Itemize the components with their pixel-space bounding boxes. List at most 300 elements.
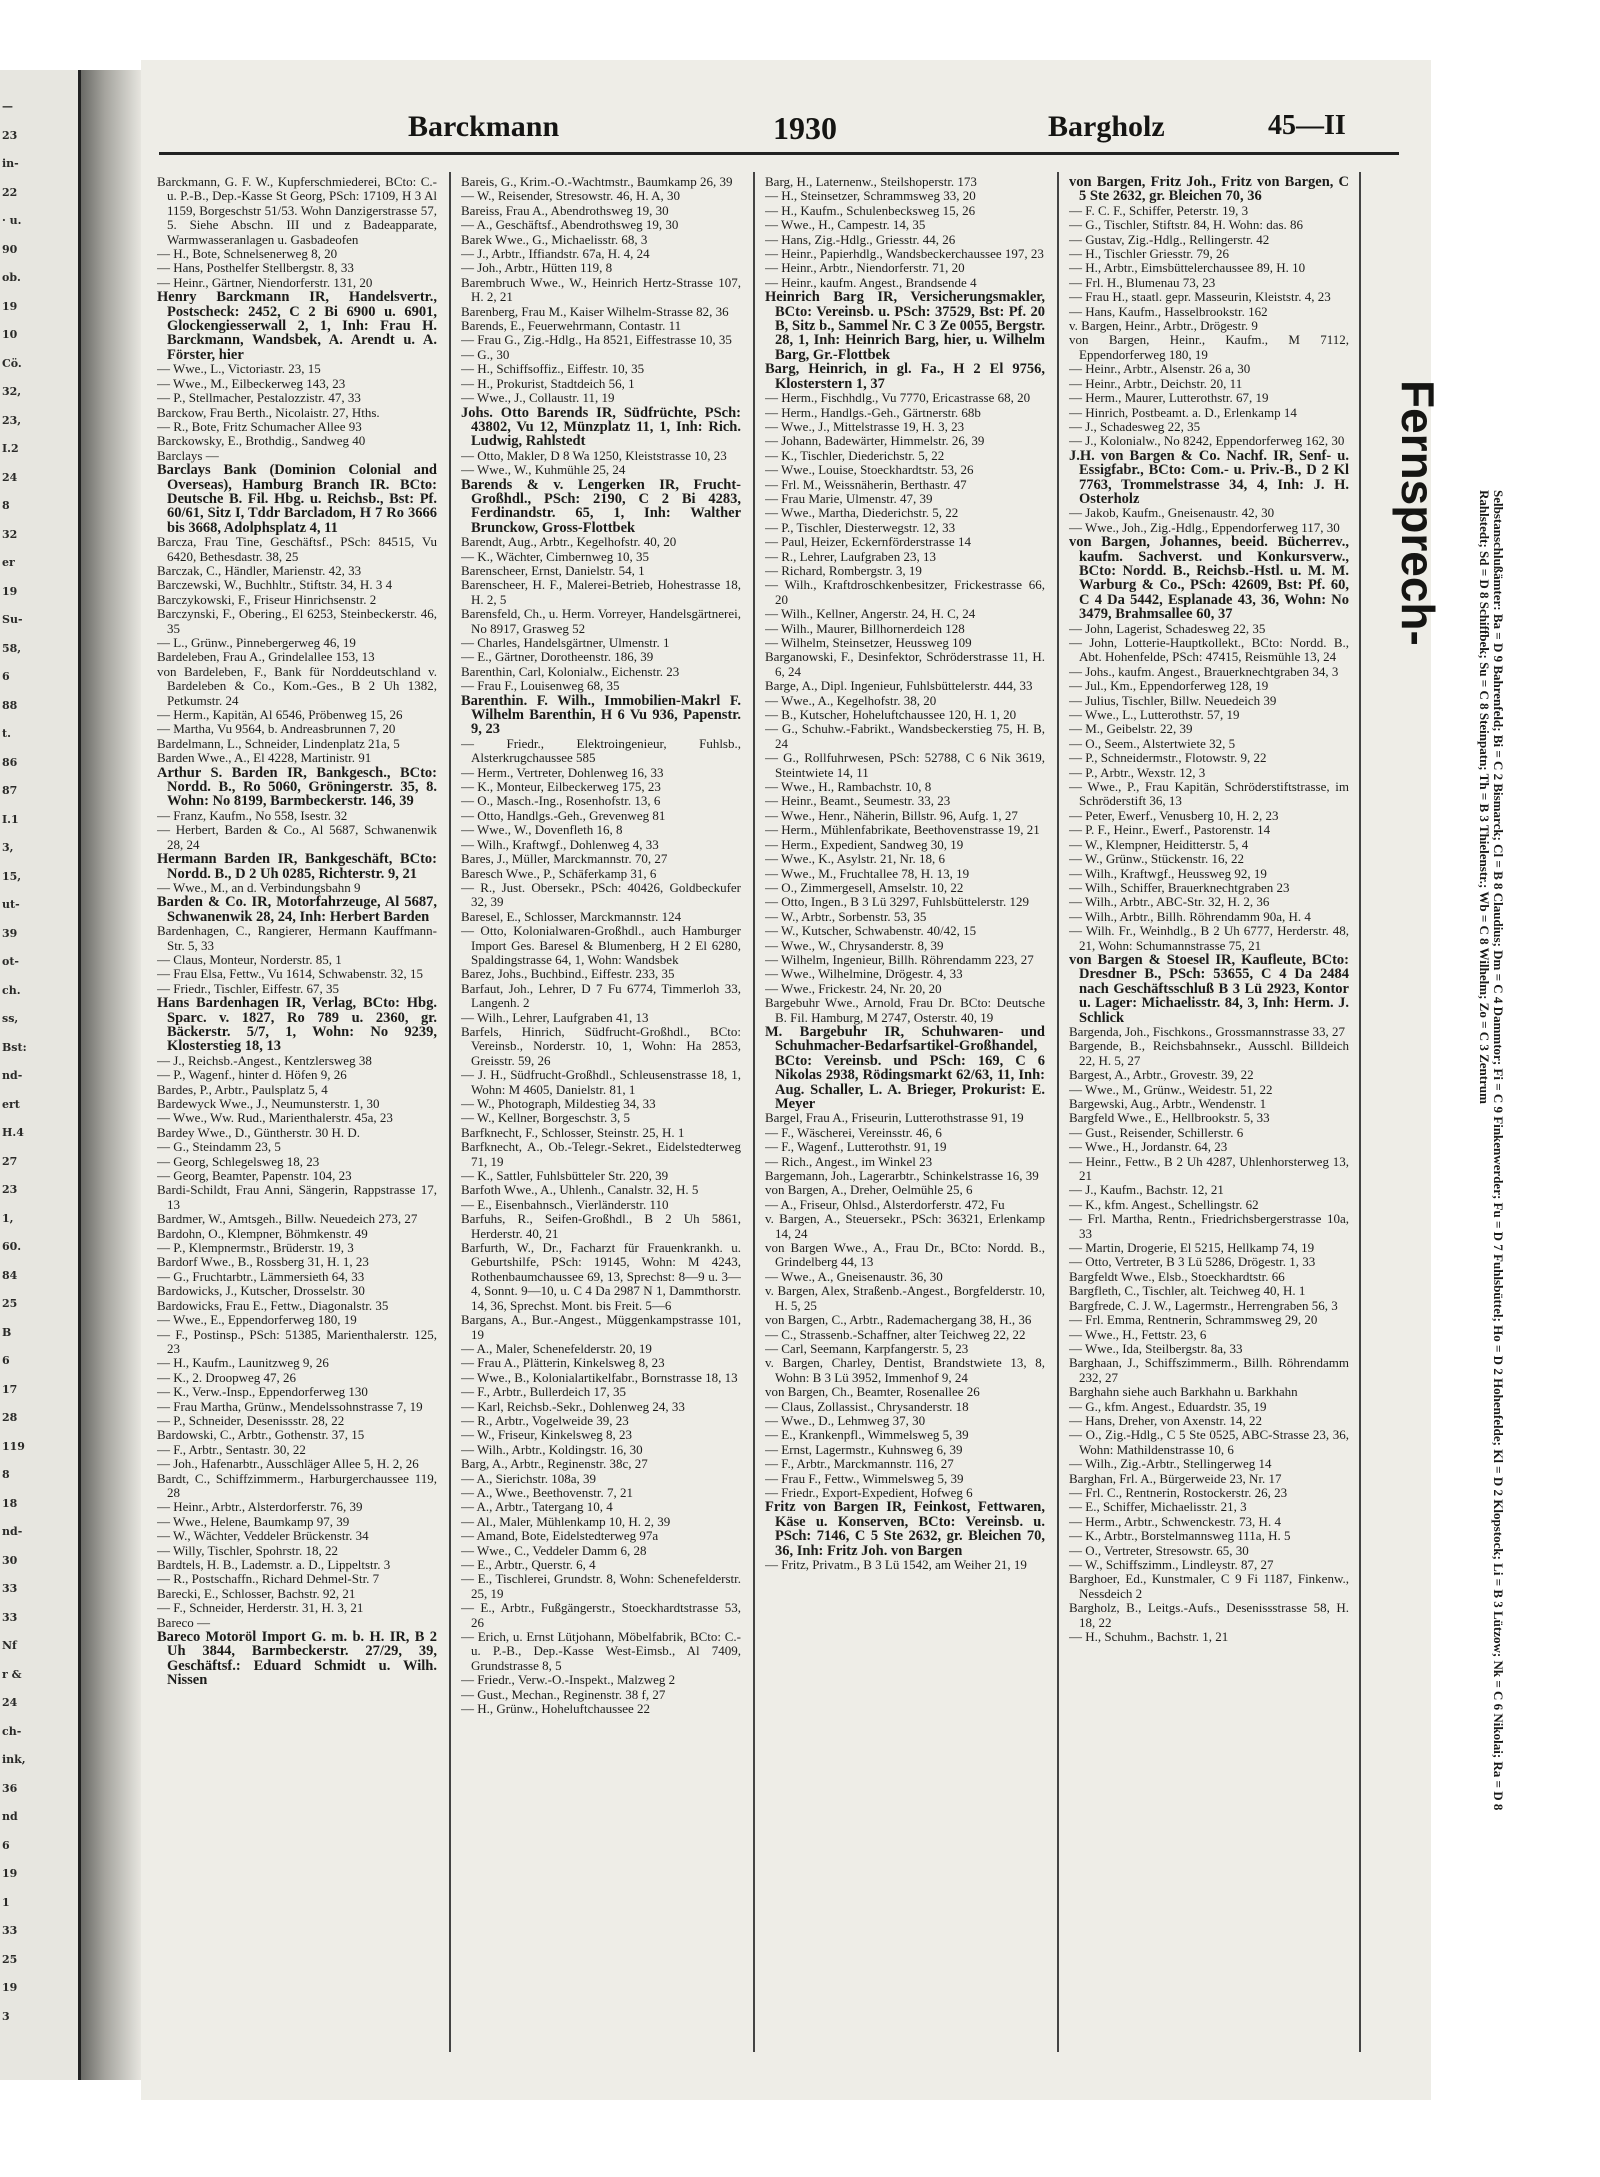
directory-entry: — Herm., Kapitän, Al 6546, Pröbenweg 15, 26 xyxy=(157,707,403,723)
directory-entry: Barensfeld, Ch., u. Herm. Vorreyer, Handelsgärtnerei, No 8917, Grasweg 52 xyxy=(461,606,741,636)
directory-entry: — Wwe., H., Jordanstr. 64, 23 xyxy=(1069,1139,1228,1155)
column-4 xyxy=(1069,175,1349,2055)
adjacent-page-fragment: 6 xyxy=(2,1354,10,1367)
directory-entry: — P., Stellmacher, Pestalozzistr. 47, 33 xyxy=(157,390,361,406)
adjacent-page-fragment: ink, xyxy=(2,1753,26,1766)
directory-entry: — B., Kutscher, Hoheluftchaussee 120, H. 1, 20 xyxy=(765,707,1017,723)
directory-entry: — Heinr., Arbtr., Alsterdorferstr. 76, 39 xyxy=(157,1499,363,1515)
directory-entry: — Joh., Arbtr., Hütten 119, 8 xyxy=(461,260,613,276)
adjacent-page-fragment: 24 xyxy=(2,1696,18,1709)
directory-entry: Bareco Motoröl Import G. m. b. H. IR, B 2 Uh 3844, Barmbeckerstr. 27/29, 39, Geschäftsf.: Eduard Schmidt u. Wilh. Nissen xyxy=(157,1629,437,1689)
directory-entry: — E., Krankenpfl., Wimmelsweg 5, 39 xyxy=(765,1427,969,1443)
adjacent-page-fragment: 86 xyxy=(2,755,18,769)
directory-entry: von Bargen, A., Dreher, Oelmühle 25, 6 xyxy=(765,1182,973,1198)
directory-entry: — Johann, Badewärter, Himmelstr. 26, 39 xyxy=(765,433,985,449)
directory-entry: Bareco — xyxy=(157,1614,211,1630)
directory-entry: — A., Maler, Schenefelderstr. 20, 19 xyxy=(461,1340,652,1356)
directory-entry: — W., Wächter, Veddeler Brückenstr. 34 xyxy=(157,1528,369,1544)
directory-entry: Barcza, Frau Tine, Geschäftsf., PSch: 84515, Vu 6420, Bethesdastr. 38, 25 xyxy=(157,534,437,564)
header-year: 1930 xyxy=(773,110,837,146)
directory-entry: — Georg, Beamter, Papenstr. 104, 23 xyxy=(157,1168,352,1184)
directory-entry: Bargebuhr Wwe., Arnold, Frau Dr. BCto: Deutsche B. Fil. Hamburg, M 2747, Osterstr. 40, 19 xyxy=(765,995,1045,1025)
directory-entry: Bardewyck Wwe., J., Neumunsterstr. 1, 30 xyxy=(157,1096,380,1111)
directory-entry: — Johs., kaufm. Angest., Brauerknechtgraben 34, 3 xyxy=(1069,663,1339,679)
directory-entry: — E., Gärtner, Dorotheenstr. 186, 39 xyxy=(461,649,654,665)
directory-entry: — Wilhelm, Steinsetzer, Heussweg 109 xyxy=(765,635,972,650)
directory-entry: — Wilh. Fr., Weinhdlg., B 2 Uh 6777, Herderstr. 48, 21, Wohn: Schumannstrasse 75, 21 xyxy=(1069,923,1349,953)
directory-entry: — Frau F., Fettw., Wimmelsweg 5, 39 xyxy=(765,1470,964,1486)
directory-entry: — John, Lotterie-Hauptkollekt., BCto: Nordd. B., Abt. Hohenfelde, PSch: 47415, Reismühle 13, 24 xyxy=(1069,635,1349,665)
adjacent-page-fragment: 33 xyxy=(2,1610,18,1624)
directory-entry: — Wwe., M., an d. Verbindungsbahn 9 xyxy=(157,879,361,895)
directory-entry: — Herm., Fischhdlg., Vu 7770, Ericastrasse 68, 20 xyxy=(765,390,1031,406)
directory-entry: — E., Tischlerei, Grundstr. 8, Wohn: Schenefelderstr. 25, 19 xyxy=(461,1571,741,1601)
directory-entry: — Heinr., Papierhdlg., Wandsbeckerchaussee 197, 23 xyxy=(765,246,1044,262)
directory-entry: — Charles, Handelsgärtner, Ulmenstr. 1 xyxy=(461,635,670,650)
adjacent-page-fragment: 3 xyxy=(2,2009,10,2023)
directory-entry: v. Bargen, Charley, Dentist, Brandstwiete 13, 8, Wohn: B 3 Lü 3952, Immenhof 9, 24 xyxy=(765,1355,1045,1385)
adjacent-page-fragment: 23, xyxy=(2,413,22,427)
column-divider xyxy=(449,172,451,2052)
directory-entry: von Bargen, C., Arbtr., Rademachergang 38, H., 36 xyxy=(765,1312,1032,1328)
adjacent-page-fragment: I.1 xyxy=(2,812,19,826)
adjacent-page-fragment: 25 xyxy=(2,1952,18,1966)
directory-entry: Barfknecht, F., Schlosser, Steinstr. 25, H. 1 xyxy=(461,1124,685,1140)
adjacent-page-fragment: nd xyxy=(2,1810,18,1823)
directory-entry: — Hans, Dreher, von Axenstr. 14, 22 xyxy=(1069,1412,1263,1428)
directory-entry: — H., Bote, Schnelsenerweg 8, 20 xyxy=(157,246,338,262)
directory-entry: — Ernst, Lagermstr., Kuhnsweg 6, 39 xyxy=(765,1441,963,1457)
adjacent-page-fragment: 6 xyxy=(2,670,10,683)
directory-entry: — F., Wagenf., Lutterothstr. 91, 19 xyxy=(765,1139,947,1155)
directory-entry: Arthur S. Barden IR, Bankgesch., BCto: Nordd. B., Ro 5060, Gröningerstr. 35, 8. Wohn: No 8199, Barmbeckerstr. 146, 39 xyxy=(157,764,437,810)
directory-entry: Barek Wwe., G., Michaelisstr. 68, 3 xyxy=(461,231,648,247)
directory-entry: — F., Arbtr., Marckmannstr. 116, 27 xyxy=(765,1456,954,1472)
adjacent-page-fragment: 33 xyxy=(2,1924,18,1937)
directory-entry: Barczykowski, F., Friseur Hinrichsenstr. 2 xyxy=(157,591,377,607)
directory-entry: — O., Vertreter, Stresowstr. 65, 30 xyxy=(1069,1542,1249,1558)
directory-entry: — Wwe., H., Campestr. 14, 35 xyxy=(765,217,926,233)
adjacent-page-fragment: 58, xyxy=(2,641,22,655)
directory-entry: — W., Kellner, Borgeschstr. 3, 5 xyxy=(461,1110,630,1126)
exchange-legend-sidebar xyxy=(1385,340,1506,1900)
directory-entry: — Wwe., L., Victoriastr. 23, 15 xyxy=(157,361,321,377)
directory-entry: — Heinr., Arbtr., Niendorferstr. 71, 20 xyxy=(765,260,965,276)
directory-entry: — Wwe., B., Kolonialartikelfabr., Bornstrasse 18, 13 xyxy=(461,1369,738,1385)
directory-entry: — Wwe., M., Grünw., Weidestr. 51, 22 xyxy=(1069,1081,1273,1097)
directory-entry: Johs. Otto Barends IR, Südfrüchte, PSch: 43802, Vu 12, Münzplatz 11, 1, Inh: Rich. Ludwig, Rahlstedt xyxy=(461,404,741,450)
directory-entry: — Wilh., Arbtr., ABC-Str. 32, H. 2, 36 xyxy=(1069,894,1270,910)
directory-entry: — F., Arbtr., Bullerdeich 17, 35 xyxy=(461,1384,627,1400)
directory-entry: — O., Zig.-Hdlg., C 5 Ste 0525, ABC-Strasse 23, 36, Wohn: Mathildenstrasse 10, 6 xyxy=(1069,1427,1349,1457)
header-first-entry: Barckmann xyxy=(408,110,560,143)
directory-entry: — Hans, Kaufm., Hasselbrookstr. 162 xyxy=(1069,303,1268,319)
directory-entry: — Jul., Km., Eppendorferweg 128, 19 xyxy=(1069,678,1269,694)
directory-entry: Bardtels, H. B., Lademstr. a. D., Lippeltstr. 3 xyxy=(157,1557,391,1572)
directory-entry: Barczynski, F., Obering., El 6253, Steinbeckerstr. 46, 35 xyxy=(157,606,437,636)
adjacent-page-fragment: ss, xyxy=(2,1012,19,1025)
directory-entry: — Wilh., Lehrer, Laufgraben 41, 13 xyxy=(461,1009,649,1025)
adjacent-page-fragment: ert xyxy=(2,1097,20,1111)
directory-entry: — A., Sierichstr. 108a, 39 xyxy=(461,1470,597,1486)
directory-entry: — Wilh., Zig.-Arbtr., Stellingerweg 14 xyxy=(1069,1456,1272,1472)
directory-entry: Bardorf Wwe., B., Rossberg 31, H. 1, 23 xyxy=(157,1254,369,1270)
running-header xyxy=(161,110,1391,150)
directory-entry: — K., Tischler, Diederichstr. 5, 22 xyxy=(765,447,945,463)
directory-page xyxy=(141,60,1506,2100)
directory-entry: — Wwe., Wilhelmine, Drögestr. 4, 33 xyxy=(765,966,963,982)
adjacent-page-fragment: 19 xyxy=(2,299,18,313)
directory-entry: Barden Wwe., A., El 4228, Martinistr. 91 xyxy=(157,750,372,766)
directory-entry: Barghoer, Ed., Kunstmaler, C 9 Fi 1187, Finkenw., Nessdeich 2 xyxy=(1069,1571,1349,1601)
directory-entry: — Frau A., Plätterin, Kinkelsweg 8, 23 xyxy=(461,1355,665,1371)
directory-entry: — Amand, Bote, Eidelstedterweg 97a xyxy=(461,1528,659,1544)
directory-entry: Barg, H., Laternenw., Steilshoperstr. 173 xyxy=(765,175,977,189)
directory-entry: Bargel, Frau A., Friseurin, Lutterothstrasse 91, 19 xyxy=(765,1110,1024,1126)
adjacent-page-fragment: er xyxy=(2,556,15,569)
directory-entry: — E., Schiffer, Michaelisstr. 21, 3 xyxy=(1069,1499,1247,1515)
adjacent-page-fragment: — xyxy=(2,100,13,113)
adjacent-page-fragment: 23 xyxy=(2,128,18,142)
directory-entry: Henry Barckmann IR, Handelsvertr., Postscheck: 2452, C 2 Bi 6900 u. 6901, Glockengiesserwall 2, 1, Inh: Frau H. Barckmann, Wandsbek, A. Arendt u. A. Förster, hier xyxy=(157,289,437,363)
directory-entry: — W., Photograph, Mildestieg 34, 33 xyxy=(461,1096,656,1111)
adjacent-page-fragment: 3, xyxy=(2,841,14,854)
adjacent-page-fragment: 25 xyxy=(2,1297,18,1310)
column-3 xyxy=(765,175,1045,2055)
adjacent-page-fragment: t. xyxy=(2,727,11,740)
directory-entry: — F., Arbtr., Sentastr. 30, 22 xyxy=(157,1441,306,1457)
directory-entry: Barckowsky, E., Brothdig., Sandweg 40 xyxy=(157,433,366,449)
directory-entry: — F., Schneider, Herderstr. 31, H. 3, 21 xyxy=(157,1600,364,1616)
adjacent-page-fragment: 19 xyxy=(2,1867,18,1880)
directory-entry: Fritz von Bargen IR, Feinkost, Fettwaren, Käse u. Konserven, BCto: Vereinsb. u. PSch: 7146, C 5 Ste 2632, gr. Bleichen 70, 36, Inh: Fritz Joh. von Bargen xyxy=(765,1499,1045,1559)
directory-entry: — M., Geibelstr. 22, 39 xyxy=(1069,721,1193,737)
directory-entry: v. Bargen, Heinr., Arbtr., Drögestr. 9 xyxy=(1069,318,1258,334)
directory-entry: — Erich, u. Ernst Lütjohann, Möbelfabrik, BCto: C.- u. P.-B., Dep.-Kasse West-Eimsb., Al 7409, Grundstrasse 8, 5 xyxy=(461,1629,741,1673)
column-divider xyxy=(1057,172,1059,2052)
directory-entry: — Wwe., W., Dovenfleth 16, 8 xyxy=(461,822,623,838)
adjacent-page-fragment: 32 xyxy=(2,527,18,541)
adjacent-page-fragment: 90 xyxy=(2,242,18,256)
directory-entry: Barfknecht, A., Ob.-Telegr.-Sekret., Eidelstedterweg 71, 19 xyxy=(461,1139,741,1169)
directory-entry: — Herbert, Barden & Co., Al 5687, Schwanenwik 28, 24 xyxy=(157,822,437,852)
directory-entry: — P., Wagenf., hinter d. Höfen 9, 26 xyxy=(157,1067,347,1083)
directory-entry: — Wilh., Kraftdroschkenbesitzer, Frickestrasse 66, 20 xyxy=(765,577,1045,607)
directory-entry: — Hinrich, Postbeamt. a. D., Erlenkamp 14 xyxy=(1069,404,1297,420)
directory-entry: — Richard, Rombergstr. 3, 19 xyxy=(765,562,922,578)
directory-entry: — Martin, Drogerie, El 5215, Hellkamp 74, 19 xyxy=(1069,1240,1315,1256)
directory-entry: Bardelmann, L., Schneider, Lindenplatz 21a, 5 xyxy=(157,735,400,751)
directory-entry: — P. F., Heinr., Ewerf., Pastorenstr. 14 xyxy=(1069,822,1271,838)
directory-entry: Barenscheer, Ernst, Danielstr. 54, 1 xyxy=(461,562,645,578)
directory-entry: — Frau Martha, Grünw., Mendelssohnstrasse 7, 19 xyxy=(157,1398,423,1414)
directory-entry: — Wilh., Maurer, Billhornerdeich 128 xyxy=(765,620,965,636)
adjacent-page-strip xyxy=(0,70,81,2080)
directory-entry: — Franz, Kaufm., No 558, Isestr. 32 xyxy=(157,807,348,823)
directory-entry: Bardi-Schildt, Frau Anni, Sängerin, Rappstrasse 17, 13 xyxy=(157,1182,437,1212)
directory-entry: Barenberg, Frau M., Kaiser Wilhelm-Strasse 82, 36 xyxy=(461,303,729,319)
directory-entry: Barfuhs, R., Seifen-Großhdl., B 2 Uh 5861, Herderstr. 40, 21 xyxy=(461,1211,741,1241)
directory-entry: — Frau F., Louisenweg 68, 35 xyxy=(461,678,620,694)
directory-entry: — Herm., Maurer, Lutterothstr. 67, 19 xyxy=(1069,390,1269,406)
directory-entry: — J., Arbtr., Iffiandstr. 67a, H. 4, 24 xyxy=(461,246,650,262)
directory-entry: Barckow, Frau Berth., Nicolaistr. 27, Hths. xyxy=(157,404,380,420)
directory-entry: — Carl, Seemann, Karpfangerstr. 5, 23 xyxy=(765,1340,969,1356)
adjacent-page-fragment: 17 xyxy=(2,1382,18,1396)
directory-entry: — Wwe., M., Fruchtallee 78, H. 13, 19 xyxy=(765,865,970,881)
adjacent-page-fragment: 8 xyxy=(2,499,10,512)
directory-entry: Bardt, C., Schiffzimmerm., Harburgerchaussee 119, 28 xyxy=(157,1470,437,1500)
directory-entry: — J. H., Südfrucht-Großhdl., Schleusenstrasse 18, 1, Wohn: M 4605, Danielstr. 81, 1 xyxy=(461,1067,741,1097)
adjacent-page-fragment: 8 xyxy=(2,1468,10,1481)
directory-entry: — Frl. M., Weissnäherin, Berthastr. 47 xyxy=(765,476,967,492)
directory-entry: Barclays Bank (Dominion Colonial and Overseas), Hamburg Branch IR. BCto: Deutsche B. Fil. Hbg. u. Reichsb., Bst: Pf. 60/61, Sitz I, Tddr Barcladom, H 7 Ro 3666 bis 3668, Adolphsplatz 4, 11 xyxy=(157,462,437,536)
adjacent-page-fragment: ut- xyxy=(2,898,20,911)
directory-entry: von Bargen & Stoesel IR, Kaufleute, BCto: Dresdner B., PSch: 53655, C 4 Da 2484 nach Geschäftsschluß B 3 Lü 2923, Kontor u. Lager: Michaelisstr. 84, 3, Inh: Herm. J. Schlick xyxy=(1069,951,1349,1026)
directory-entry: v. Bargen, Alex, Straßenb.-Angest., Borgfelderstr. 10, H. 5, 25 xyxy=(765,1283,1045,1313)
directory-entry: — A., Wwe., Beethovenstr. 7, 21 xyxy=(461,1484,633,1500)
directory-entry: — Friedr., Elektroingenieur, Fuhlsb., Alsterkrugchaussee 585 xyxy=(461,735,741,766)
directory-entry: — R., Arbtr., Vogelweide 39, 23 xyxy=(461,1412,629,1428)
page-number: 45—II xyxy=(1268,110,1346,141)
directory-entry: — Georg, Schlegelsweg 18, 23 xyxy=(157,1153,320,1169)
directory-entry: — E., Arbtr., Querstr. 6, 4 xyxy=(461,1557,596,1572)
directory-entry: — K., Sattler, Fuhlsbütteler Str. 220, 39 xyxy=(461,1168,669,1184)
directory-entry: — Hans, Zig.-Hdlg., Griesstr. 44, 26 xyxy=(765,231,956,247)
adjacent-page-fragment: Bst: xyxy=(2,1040,27,1054)
directory-entry: — Willy, Tischler, Spohrstr. 18, 22 xyxy=(157,1542,338,1558)
directory-entry: — Joh., Hafenarbtr., Ausschläger Allee 5, H. 2, 26 xyxy=(157,1456,419,1472)
directory-entry: Barczak, C., Händler, Marienstr. 42, 33 xyxy=(157,562,362,578)
adjacent-page-fragment: Cö. xyxy=(2,356,22,370)
directory-entry: — Frau Marie, Ulmenstr. 47, 39 xyxy=(765,490,933,506)
directory-entry: — H., Arbtr., Eimsbüttelerchaussee 89, H. 10 xyxy=(1069,260,1306,276)
directory-entry: Bardey Wwe., D., Güntherstr. 30 H. D. xyxy=(157,1124,361,1140)
directory-entry: Baresch Wwe., P., Schäferkamp 31, 6 xyxy=(461,865,657,881)
adjacent-page-fragment: 19 xyxy=(2,584,18,598)
directory-entry: Bargfeld Wwe., E., Hellbrookstr. 5, 33 xyxy=(1069,1110,1270,1126)
directory-entry: — Hans, Posthelfer Stellbergstr. 8, 33 xyxy=(157,260,354,276)
directory-entry: — Wwe., W., Kuhmühle 25, 24 xyxy=(461,462,626,478)
sidebar-title: Fernsprech- xyxy=(1392,380,1444,646)
directory-entry: — G., Steindamm 23, 5 xyxy=(157,1139,281,1155)
directory-entry: — G., Schuhw.-Fabrikt., Wandsbeckerstieg 75, H. B, 24 xyxy=(765,721,1045,751)
adjacent-page-fragment: ch. xyxy=(2,983,21,997)
directory-entry: Barenthin, Carl, Kolonialw., Eichenstr. 23 xyxy=(461,663,680,679)
directory-entry: — Wwe., A., Gneisenaustr. 36, 30 xyxy=(765,1268,943,1284)
directory-entry: Bardeleben, Frau A., Grindelallee 153, 13 xyxy=(157,649,375,665)
adjacent-page-fragment: 32, xyxy=(2,385,22,398)
adjacent-page-fragment: 6 xyxy=(2,1838,10,1852)
directory-entry: — Rich., Angest., im Winkel 23 xyxy=(765,1153,933,1169)
directory-entry: Bargfrede, C. J. W., Lagermstr., Herrengraben 56, 3 xyxy=(1069,1297,1338,1313)
directory-entry: von Bargen, Heinr., Kaufm., M 7112, Eppendorferweg 180, 19 xyxy=(1069,332,1349,362)
directory-entry: — Wwe., M., Eilbeckerweg 143, 23 xyxy=(157,375,346,391)
directory-entry: — P., Tischler, Diesterwegstr. 12, 33 xyxy=(765,519,956,535)
directory-entry: — Peter, Ewerf., Venusberg 10, H. 2, 23 xyxy=(1069,807,1279,823)
adjacent-page-fragment: 1 xyxy=(2,1895,10,1909)
directory-entry: — Julius, Tischler, Billw. Neuedeich 39 xyxy=(1069,692,1277,708)
directory-entry: Barembruch Wwe., W., Heinrich Hertz-Strasse 107, H. 2, 21 xyxy=(461,274,741,305)
directory-entry: — Wwe., H., Rambachstr. 10, 8 xyxy=(765,779,932,795)
directory-entry: Bargholz, B., Leitgs.-Aufs., Desenissstrasse 58, H. 18, 22 xyxy=(1069,1600,1349,1630)
directory-entry: Bargemann, Joh., Lagerarbtr., Schinkelstrasse 16, 39 xyxy=(765,1168,1039,1184)
adjacent-page-fragment: ob. xyxy=(2,271,21,284)
adjacent-page-fragment: Su- xyxy=(2,613,23,626)
adjacent-page-fragment: · u. xyxy=(2,214,22,227)
directory-entry: — H., Schiffsoffiz., Eiffestr. 10, 35 xyxy=(461,361,645,377)
directory-entry: Barge, A., Dipl. Ingenieur, Fuhlsbüttelerstr. 444, 33 xyxy=(765,678,1033,694)
directory-entry: — Claus, Monteur, Norderstr. 85, 1 xyxy=(157,951,342,967)
directory-entry: — H., Kaufm., Schulenbecksweg 15, 26 xyxy=(765,202,976,218)
directory-entry: — Paul, Heizer, Eckernförderstrasse 14 xyxy=(765,534,971,550)
directory-entry: — K., 2. Droopweg 47, 26 xyxy=(157,1369,297,1385)
directory-entry: Barecki, E., Schlosser, Bachstr. 92, 21 xyxy=(157,1585,356,1601)
directory-entry: Barfels, Hinrich, Südfrucht-Großhdl., BCto: Vereinsb., Norderstr. 10, 1, Wohn: Ha 2853, Greisstr. 59, 26 xyxy=(461,1023,741,1068)
directory-entry: — Frl. Martha, Rentn., Friedrichsbergerstrasse 10a, 33 xyxy=(1069,1211,1349,1241)
directory-entry: Hermann Barden IR, Bankgeschäft, BCto: Nordd. B., D 2 Uh 0285, Richterstr. 9, 21 xyxy=(157,851,437,882)
directory-entry: Baresel, E., Schlosser, Marckmannstr. 124 xyxy=(461,908,682,924)
directory-entry: — Herm., Vertreter, Dohlenweg 16, 33 xyxy=(461,764,664,780)
directory-entry: Bareiss, Frau A., Abendrothsweg 19, 30 xyxy=(461,202,669,218)
directory-entry: Barfaut, Joh., Lehrer, D 7 Fu 6774, Timmerloh 33, Langenh. 2 xyxy=(461,980,741,1011)
directory-entry: — Heinr., Beamt., Seumestr. 33, 23 xyxy=(765,793,951,809)
adjacent-page-fragment: nd- xyxy=(2,1525,23,1538)
directory-entry: — G., kfm. Angest., Eduardstr. 35, 19 xyxy=(1069,1398,1267,1414)
directory-entry: — Heinr., Fettw., B 2 Uh 4287, Uhlenhorsterweg 13, 21 xyxy=(1069,1153,1349,1184)
adjacent-page-fragment: 87 xyxy=(2,784,18,797)
directory-entry: — R., Bote, Fritz Schumacher Allee 93 xyxy=(157,418,362,434)
directory-entry: — Karl, Reichsb.-Sekr., Dohlenweg 24, 33 xyxy=(461,1398,685,1414)
directory-entry: — Wwe., P., Frau Kapitän, Schröderstiftstrasse, im Schröderstift 36, 13 xyxy=(1069,779,1349,809)
adjacent-page-fragment: I.2 xyxy=(2,442,19,455)
directory-entry: — F., Postinsp., PSch: 51385, Marienthalerstr. 125, 23 xyxy=(157,1326,437,1356)
directory-entry: Bargfeldt Wwe., Elsb., Stoeckhardtstr. 66 xyxy=(1069,1268,1285,1284)
directory-entry: — Frl. Emma, Rentnerin, Schrammsweg 29, 20 xyxy=(1069,1312,1318,1328)
adjacent-page-fragment: 119 xyxy=(2,1439,25,1453)
directory-entry: Bares, J., Müller, Marckmannstr. 70, 27 xyxy=(461,851,668,867)
directory-entry: — Otto, Ingen., B 3 Lü 3297, Fuhlsbüttelerstr. 129 xyxy=(765,894,1029,910)
directory-entry: Heinrich Barg IR, Versicherungsmakler, BCto: Vereinsb. u. PSch: 37529, Bst: Pf. 20 B, Sitz b., Sammel Nr. C 3 Ze 0055, Bergstr. 28, 1, Inh: Heinrich Barg, hier, u. Wilhelm Barg, Gr.-Flottbek xyxy=(765,289,1045,363)
directory-entry: Hans Bardenhagen IR, Verlag, BCto: Hbg. Sparc. v. 1827, Ro 789 u. 2360, gr. Bäckerstr. 5/7, 1, Wohn: No 9239, Klosterstieg 18, 13 xyxy=(157,995,437,1055)
directory-entry: Barez, Johs., Buchbind., Eiffestr. 233, 35 xyxy=(461,966,675,982)
directory-entry: — Frau G., Zig.-Hdlg., Ha 8521, Eiffestrasse 10, 35 xyxy=(461,332,732,348)
directory-entry: v. Bargen, A., Steuersekr., PSch: 36321, Erlenkamp 14, 24 xyxy=(765,1211,1045,1241)
directory-entry: — O., Zimmergesell, Amselstr. 10, 22 xyxy=(765,879,964,895)
directory-entry: — Wwe., Frickestr. 24, Nr. 20, 20 xyxy=(765,980,942,996)
directory-entry: — Wwe., Ww. Rud., Marienthalerstr. 45a, 23 xyxy=(157,1110,393,1126)
directory-entry: — Wwe., J., Mittelstrasse 19, H. 3, 23 xyxy=(765,418,965,434)
directory-entry: — Fritz, Privatm., B 3 Lü 1542, am Weiher 21, 19 xyxy=(765,1557,1027,1572)
directory-entry: — Frau Elsa, Fettw., Vu 1614, Schwabenstr. 32, 15 xyxy=(157,966,424,982)
directory-entry: Bardowicks, J., Kutscher, Drosselstr. 30 xyxy=(157,1283,365,1299)
directory-entry: — Gust., Reisender, Schillerstr. 6 xyxy=(1069,1124,1244,1140)
directory-entry: — Martha, Vu 9564, b. Andreasbrunnen 7, 20 xyxy=(157,721,396,737)
directory-entry: Barfurth, W., Dr., Facharzt für Frauenkrankh. u. Geburtshilfe, PSch: 19145, Wohn: M 4243, Rothenbaumchaussee 69, 13, Sprechst: 8—9 u. 3—4, Sonnt. 9—10, u. C 4 Da 2987 N 1, Dammthorstr. 14, 36, Sprechst. Mont. bis Freit. 5—6 xyxy=(461,1240,741,1313)
header-rule xyxy=(159,152,1399,155)
directory-entry: — O., Masch.-Ing., Rosenhofstr. 13, 6 xyxy=(461,793,661,809)
directory-entry: Bargewski, Aug., Arbtr., Wendenstr. 1 xyxy=(1069,1096,1267,1111)
directory-entry: Bargfleth, C., Tischler, alt. Teichweg 40, H. 1 xyxy=(1069,1283,1306,1299)
directory-entry: — J., Kolonialw., No 8242, Eppendorferweg 162, 30 xyxy=(1069,433,1345,449)
directory-entry: — E., Eisenbahnsch., Vierländerstr. 110 xyxy=(461,1196,669,1212)
directory-entry: — Wilh., Schiffer, Brauerknechtgraben 23 xyxy=(1069,879,1290,895)
column-divider xyxy=(1359,172,1361,2052)
sidebar-exchange-list: Selbstanschlußämter: Ba = D 9 Bahrenfeld; Bi = C 2 Bismarck; Cl = B 8 Claudius; Dm = C 4 Dammtor; Fi = C 9 Finkenwerder; Fu = D 7 Fuhlsbüttel; Ho = D 2 Hohenfelde; Kl = D 2 Klopstock; Li = B 3 Lützow; Nk = C 6 Nikolai; Ra = D 8 Rahlstedt; Sd = D 8 Schiffbek; Su = C 8 Steinpatn; Th = B 3 Thielenstr.; Wb = C 8 Wilhelm; Zo = C 3 Zentrum xyxy=(1477,490,1506,1811)
directory-entry: — Wwe., Martha, Diederichstr. 5, 22 xyxy=(765,505,959,521)
directory-entry: — Wwe., H., Fettstr. 23, 6 xyxy=(1069,1326,1207,1342)
directory-entry: — G., Fruchtarbtr., Lämmersieth 64, 33 xyxy=(157,1268,365,1284)
adjacent-page-fragment: 60. xyxy=(2,1240,22,1253)
adjacent-page-fragment: 28 xyxy=(2,1411,18,1424)
directory-entry: — Heinr., Gärtner, Niendorferstr. 131, 20 xyxy=(157,274,373,290)
adjacent-page-fragment: Nf xyxy=(2,1639,17,1652)
directory-entry: — J., Reichsb.-Angest., Kentzlersweg 38 xyxy=(157,1052,372,1068)
directory-entry: Bardenhagen, C., Rangierer, Hermann Kauffmann-Str. 5, 33 xyxy=(157,923,437,953)
directory-entry: Bargenda, Joh., Fischkons., Grossmannstrasse 33, 27 xyxy=(1069,1023,1345,1039)
directory-entry: — Otto, Makler, D 8 Wa 1250, Kleiststrasse 10, 23 xyxy=(461,447,727,463)
directory-entry: — Wwe., E., Eppendorferweg 180, 19 xyxy=(157,1312,357,1328)
directory-entry: — A., Friseur, Ohlsd., Alsterdorferstr. 472, Fu xyxy=(765,1196,1005,1212)
directory-entry: — P., Arbtr., Wexstr. 12, 3 xyxy=(1069,764,1206,780)
directory-entry: von Bargen Wwe., A., Frau Dr., BCto: Nordd. B., Grindelberg 44, 13 xyxy=(765,1240,1045,1270)
directory-entry: — K., Wächter, Cimbernweg 10, 35 xyxy=(461,548,650,564)
directory-entry: — Otto, Kolonialwaren-Großhdl., auch Hamburger Import Ges. Baresel & Blumenberg, H 2 El 6280, Spaldingstrasse 64, 1, Wohn: Wandsbek xyxy=(461,923,741,967)
directory-entry: — W., Schiffszimm., Lindleystr. 87, 27 xyxy=(1069,1557,1274,1572)
adjacent-page-fragment: ot- xyxy=(2,955,19,968)
directory-entry: Barczewski, W., Buchhltr., Stiftstr. 34, H. 3 4 xyxy=(157,577,393,593)
adjacent-page-fragment: r & xyxy=(2,1667,22,1681)
directory-entry: — K., Verw.-Insp., Eppendorferweg 130 xyxy=(157,1384,368,1400)
directory-entry: — W., Friseur, Kinkelsweg 8, 23 xyxy=(461,1427,632,1443)
directory-entry: — Herm., Handlgs.-Geh., Gärtnerstr. 68b xyxy=(765,404,981,420)
directory-entry: — Wwe., L., Lutterothstr. 57, 19 xyxy=(1069,707,1240,723)
adjacent-page-fragment: 10 xyxy=(2,328,18,341)
directory-entry: Bargende, B., Reichsbahnsekr., Ausschl. Billdeich 22, H. 5, 27 xyxy=(1069,1038,1349,1068)
directory-entry: — H., Schuhm., Bachstr. 1, 21 xyxy=(1069,1629,1229,1645)
directory-entry: — Wilh., Arbtr., Billh. Röhrendamm 90a, H. 4 xyxy=(1069,908,1311,924)
directory-entry: Bargest, A., Arbtr., Grovestr. 39, 22 xyxy=(1069,1067,1254,1083)
directory-entry: Bardes, P., Arbtr., Paulsplatz 5, 4 xyxy=(157,1081,328,1097)
directory-entry: — Frl. H., Blumenau 73, 23 xyxy=(1069,274,1216,290)
directory-entry: — R., Postschaffn., Richard Dehmel-Str. 7 xyxy=(157,1571,380,1587)
directory-entry: Barenscheer, H. F., Malerei-Betrieb, Hohestrasse 18, H. 2, 5 xyxy=(461,577,741,607)
adjacent-page-fragment: ch- xyxy=(2,1724,22,1738)
adjacent-page-fragment: nd- xyxy=(2,1069,23,1082)
directory-entry: Barghan, Frl. A., Bürgerweide 23, Nr. 17 xyxy=(1069,1470,1282,1486)
adjacent-page-fragment: 30 xyxy=(2,1553,18,1567)
directory-entry: — F. C. F., Schiffer, Peterstr. 19, 3 xyxy=(1069,202,1249,218)
directory-entry: — Wwe., C., Veddeler Damm 6, 28 xyxy=(461,1542,647,1558)
directory-entry: — Claus, Zollassist., Chrysanderstr. 18 xyxy=(765,1398,969,1414)
directory-entry: — Frl. C., Rentnerin, Rostockerstr. 26, 23 xyxy=(1069,1484,1288,1500)
directory-entry: — J., Kaufm., Bachstr. 12, 21 xyxy=(1069,1182,1224,1198)
directory-entry: — Wilh., Kellner, Angerstr. 24, H. C, 24 xyxy=(765,606,976,622)
directory-entry: — Herm., Arbtr., Schwenckestr. 73, H. 4 xyxy=(1069,1513,1281,1529)
adjacent-page-fragment: 27 xyxy=(2,1154,18,1168)
directory-entry: — R., Just. Obersekr., PSch: 40426, Goldbeckufer 32, 39 xyxy=(461,879,741,910)
column-2 xyxy=(461,175,741,2055)
directory-entry: von Bargen, Ch., Beamter, Rosenallee 26 xyxy=(765,1384,980,1400)
directory-entry: — W., Arbtr., Sorbenstr. 53, 35 xyxy=(765,908,927,924)
directory-entry: Barendt, Aug., Arbtr., Kegelhofstr. 40, 20 xyxy=(461,534,677,550)
directory-entry: — Wilh., Kraftwgf., Dohlenweg 4, 33 xyxy=(461,836,659,852)
directory-entry: Barg, Heinrich, in gl. Fa., H 2 El 9756, Klosterstern 1, 37 xyxy=(765,361,1045,392)
directory-entry: — Wwe., K., Asylstr. 21, Nr. 18, 6 xyxy=(765,851,945,867)
directory-entry: — K., kfm. Angest., Schellingstr. 62 xyxy=(1069,1196,1259,1212)
directory-entry: — Friedr., Tischler, Eiffestr. 67, 35 xyxy=(157,980,339,996)
column-1 xyxy=(157,175,437,2055)
